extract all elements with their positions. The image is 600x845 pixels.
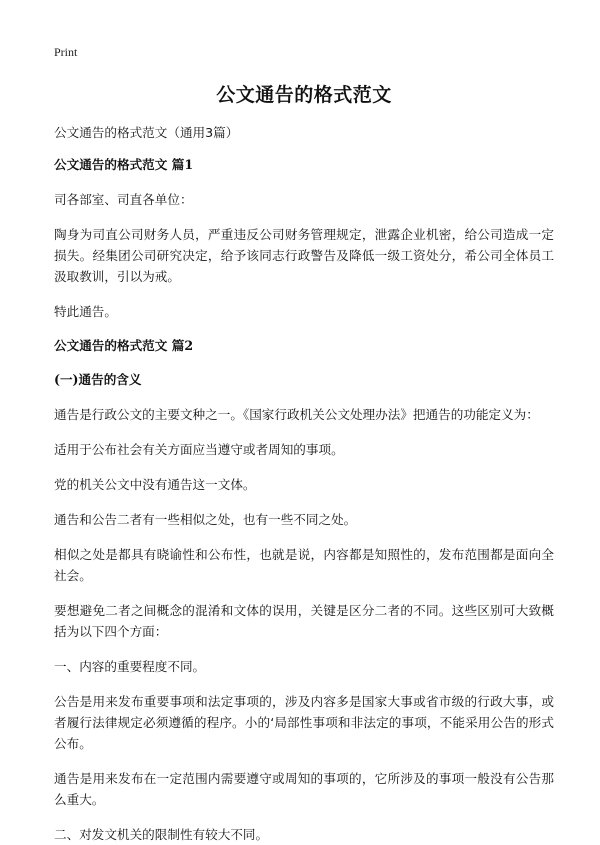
page-title: 公文通告的格式范文 bbox=[216, 84, 392, 106]
paragraph: 一、内容的重要程度不同。 bbox=[54, 659, 206, 674]
print-label[interactable]: Print bbox=[54, 45, 78, 59]
paragraph: 通告是行政公文的主要文种之一。《国家行政机关公文处理办法》把通告的功能定义为： bbox=[54, 407, 539, 422]
paragraph: 党的机关公文中没有通告这一文体。 bbox=[54, 477, 256, 492]
paragraph: 通告和公告二者有一些相似之处，也有一些不同之处。 bbox=[54, 512, 357, 527]
document-subtitle: 公文通告的格式范文（通用3篇） bbox=[54, 125, 239, 140]
paragraph: 相似之处是都具有晓谕性和公布性，也就是说，内容都是知照性的，发布范围都是面向全社会。 bbox=[54, 547, 554, 583]
paragraph: 司各部室、司直各单位： bbox=[54, 192, 193, 207]
section-2-subheading: (一)通告的含义 bbox=[54, 372, 142, 387]
paragraph: 二、对发文机关的限制性有较大不同。 bbox=[54, 827, 269, 842]
paragraph: 公告是用来发布重要事项和法定事项的，涉及内容多是国家大事或省市级的行政大事，或者履行法律规定必须遵循的程序。小的‘局部性事项和非法定的事项，不能采用公告的形式公布。 bbox=[54, 694, 554, 751]
paragraph: 通告是用来发布在一定范围内需要遵守或周知的事项的，它所涉及的事项一般没有公告那么重大。 bbox=[54, 771, 554, 807]
section-1-heading: 公文通告的格式范文 篇1 bbox=[54, 157, 194, 172]
paragraph: 特此通告。 bbox=[54, 304, 117, 319]
paragraph: 适用于公布社会有关方面应当遵守或者周知的事项。 bbox=[54, 442, 344, 457]
section-2-heading: 公文通告的格式范文 篇2 bbox=[54, 338, 194, 353]
paragraph: 要想避免二者之间概念的混淆和文体的误用，关键是区分二者的不同。这些区别可大致概括为以下四个方面： bbox=[54, 603, 554, 639]
paragraph: 陶身为司直公司财务人员，严重违反公司财务管理规定，泄露企业机密，给公司造成一定损失。经集团公司研究决定，给予该同志行政警告及降低一级工资处分，希公司全体员工汲取教训，引以为戒。 bbox=[54, 227, 554, 284]
